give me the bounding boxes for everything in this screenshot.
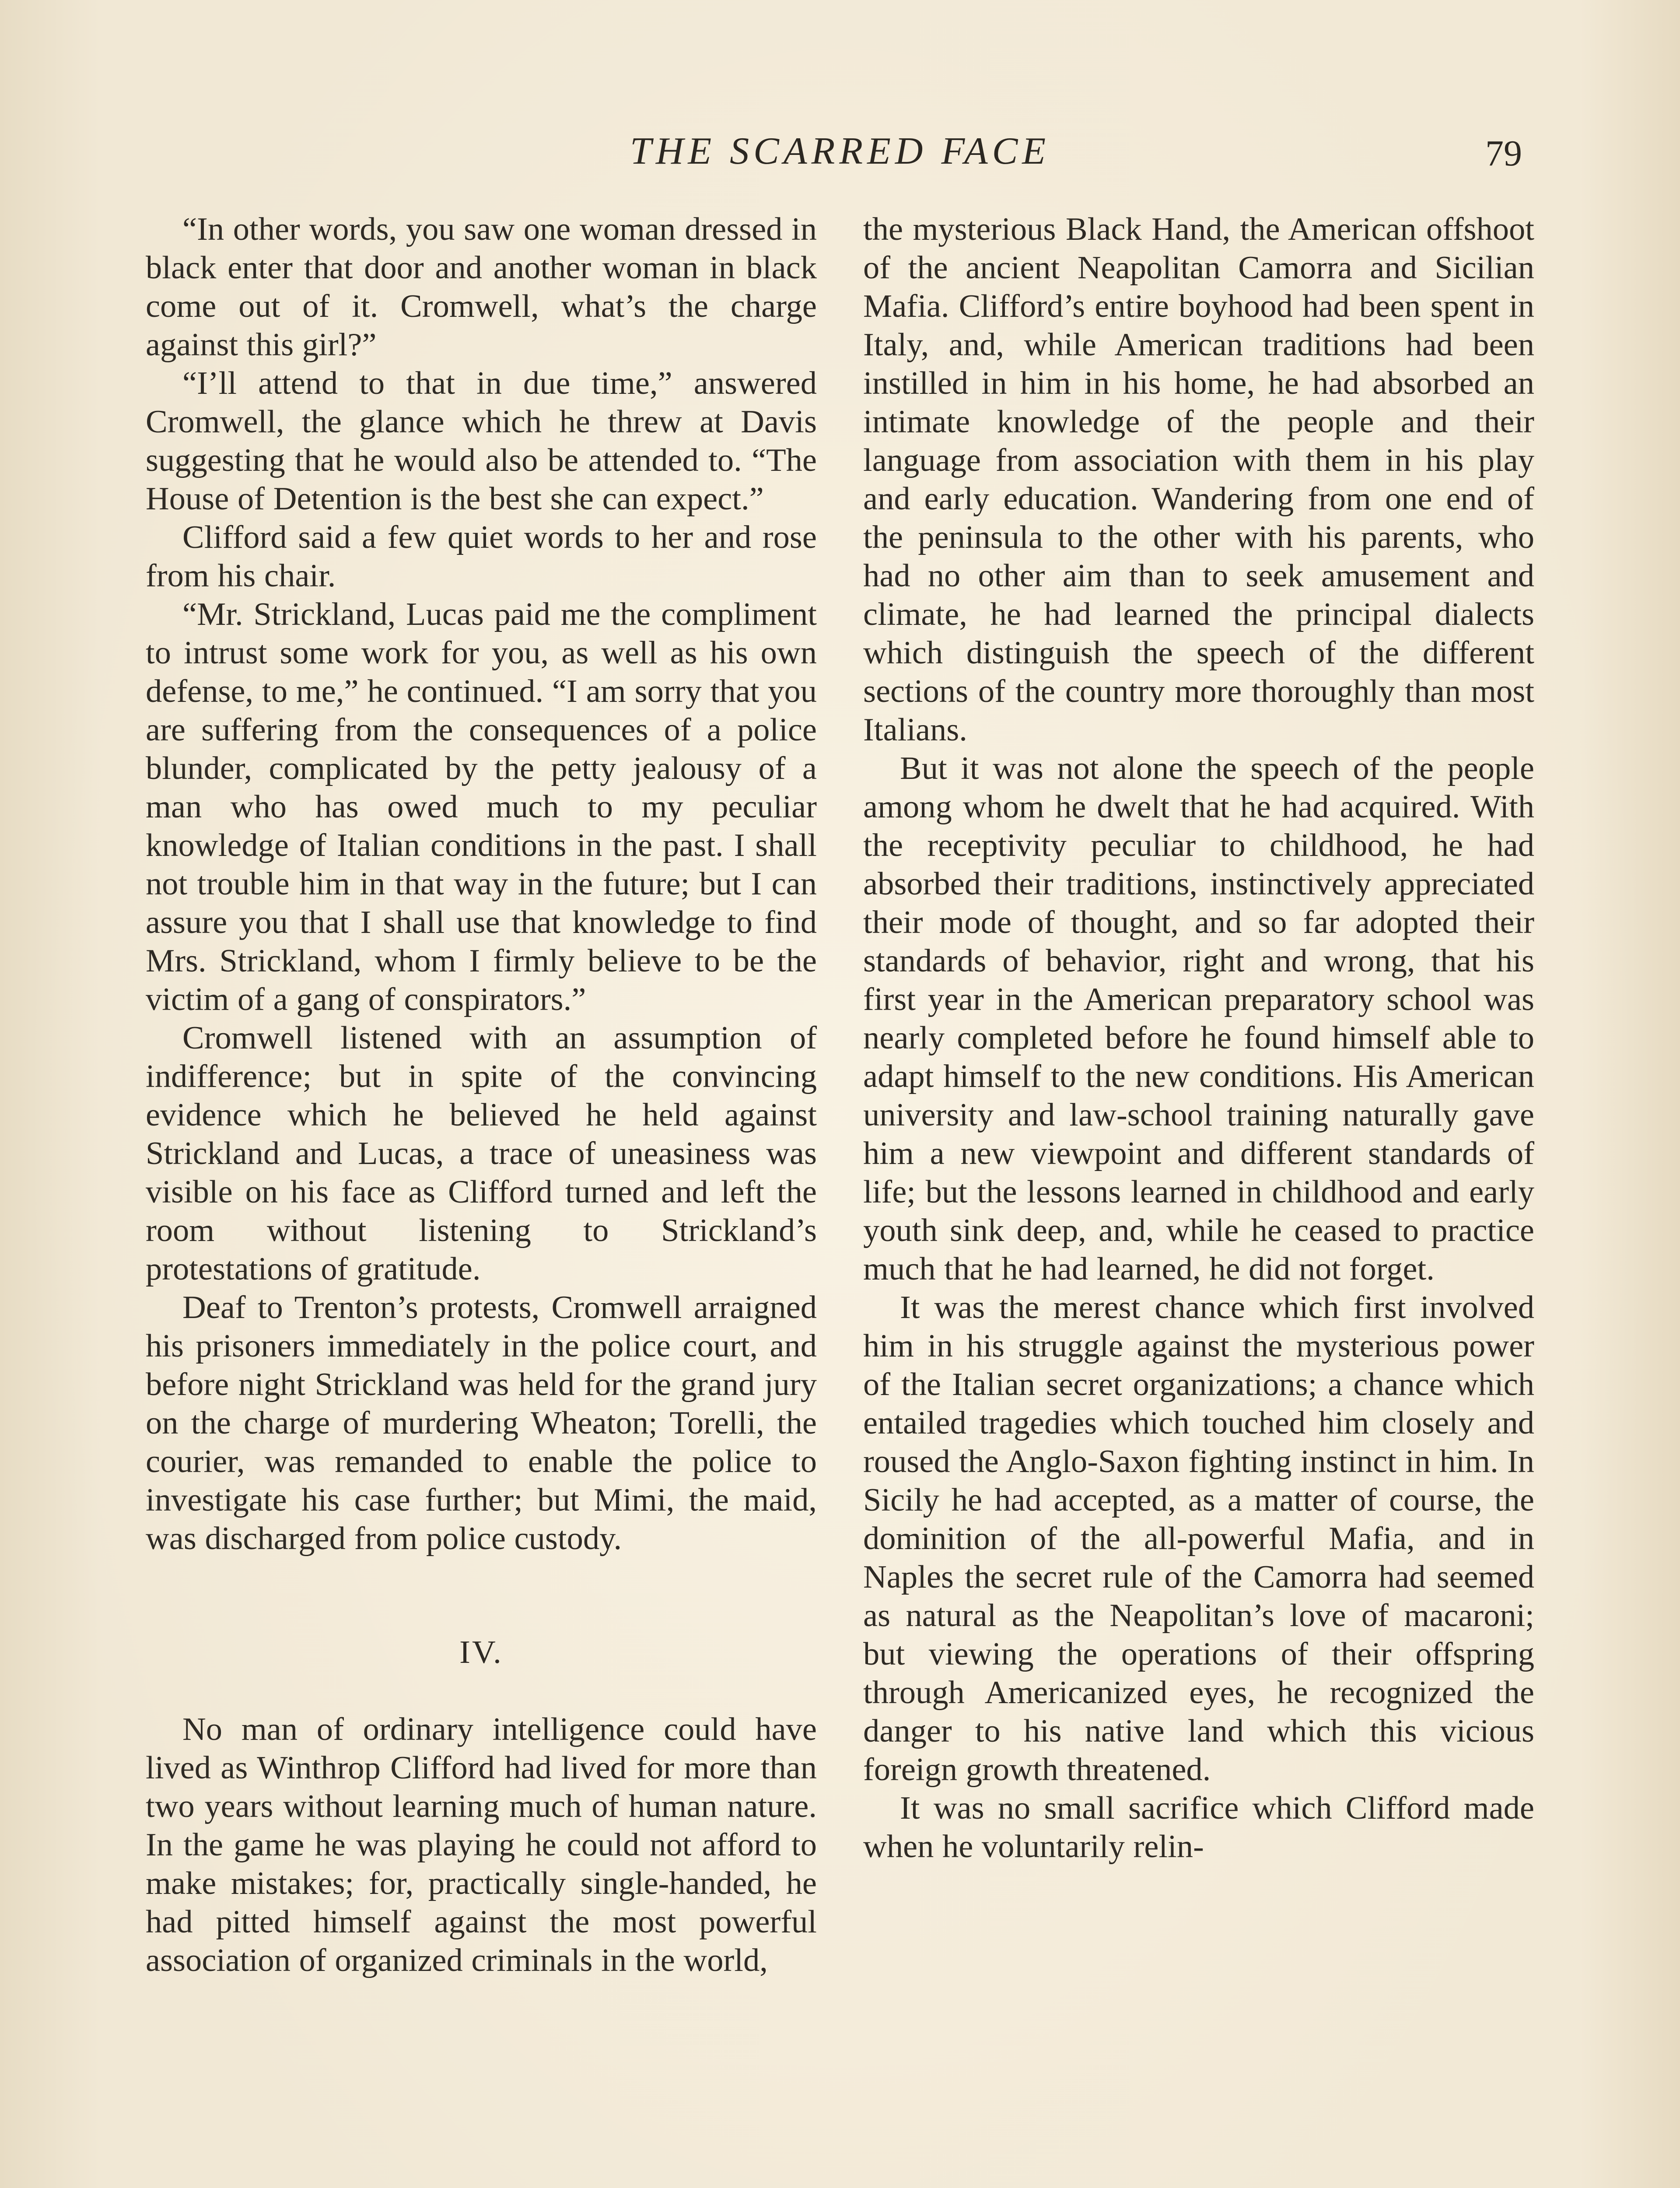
continued-paragraph: the mysterious Black Hand, the American offshoot of the ancient Neapolitan Camorra and Sicilian Mafia. Clifford’s entire boyhood had been spent in Italy, and, while American traditions had been instilled in him in his home, he had absorbed an intimate knowledge of the people and their language from association with them in his play and early education. Wandering from one end of the peninsula to the other with his parents, who had no other aim than to seek amusement and climate, he had learned the principal dialects which distinguish the speech of the different sections of the country more thoroughly than most Italians. xyxy=(863,211,1534,748)
paragraph: It was no small sacrifice which Clifford made when he voluntarily relin- xyxy=(863,1790,1534,1865)
paragraph: Cromwell listened with an assumption of indifference; but in spite of the convincing evidence which he believed he held against Strickland and Lucas, a trace of uneasiness was visible on his face as Clifford turned and left the room without listening to Strickland’s protestations of gratitude. xyxy=(146,1020,817,1287)
paragraph: “I’ll attend to that in due time,” answered Cromwell, the glance which he threw at Davis suggesting that he would also be attended to. “The House of Detention is the best she can expect.” xyxy=(146,365,817,517)
right-column xyxy=(863,210,1534,1866)
page-number: 79 xyxy=(1485,133,1522,174)
paragraph: “Mr. Strickland, Lucas paid me the compliment to intrust some work for you, as well as his own defense, to me,” he continued. “I am sorry that you are suffering from the consequences of a police blunder, complicated by the petty jealousy of a man who has owed much to my peculiar knowledge of Italian conditions in the past. I shall not trouble him in that way in the future; but I can assure you that I shall use that knowledge to find Mrs. Strickland, whom I firmly believe to be the victim of a gang of conspirators.” xyxy=(146,596,817,1017)
section-heading: IV. xyxy=(459,1634,503,1670)
paragraph: No man of ordinary intelligence could have lived as Winthrop Clifford had lived for more than two years without learning much of human nature. In the game he was playing he could not afford to make mistakes; for, practically single-handed, he had pitted himself against the most powerful association of organized criminals in the world, xyxy=(146,1711,817,1978)
left-column xyxy=(146,210,817,1980)
paragraph: It was the merest chance which first involved him in his struggle against the mysterious power of the Italian secret organizations; a chance which entailed tragedies which touched him closely and roused the Anglo-Saxon fighting instinct in him. In Sicily he had accepted, as a matter of course, the dominition of the all-powerful Mafia, and in Naples the secret rule of the Camorra had seemed as natural as the Neapolitan’s love of macaroni; but viewing the operations of their offspring through Americanized eyes, he recognized the danger to his native land which this vicious foreign growth threatened. xyxy=(863,1290,1534,1788)
paragraph: Clifford said a few quiet words to her and rose from his chair. xyxy=(146,519,817,594)
paragraph: “In other words, you saw one woman dressed in black enter that door and another woman in black come out of it. Cromwell, what’s the charge against this girl?” xyxy=(146,211,817,363)
running-title: THE SCARRED FACE xyxy=(630,130,1050,172)
paragraph: But it was not alone the speech of the people among whom he dwelt that he had acquired. With the receptivity peculiar to childhood, he had absorbed their traditions, instinctively appreciated their mode of thought, and so far adopted their standards of behavior, right and wrong, that his first year in the American preparatory school was nearly completed before he found himself able to adapt himself to the new conditions. His American university and law-school training naturally gave him a new viewpoint and different standards of life; but the lessons learned in childhood and early youth sink deep, and, while he ceased to practice much that he had learned, he did not forget. xyxy=(863,750,1534,1287)
paragraph: Deaf to Trenton’s protests, Cromwell arraigned his prisoners immediately in the police court, and before night Strickland was held for the grand jury on the charge of murdering Wheaton; Torelli, the courier, was remanded to enable the police to investigate his case further; but Mimi, the maid, was discharged from police custody. xyxy=(146,1290,817,1557)
